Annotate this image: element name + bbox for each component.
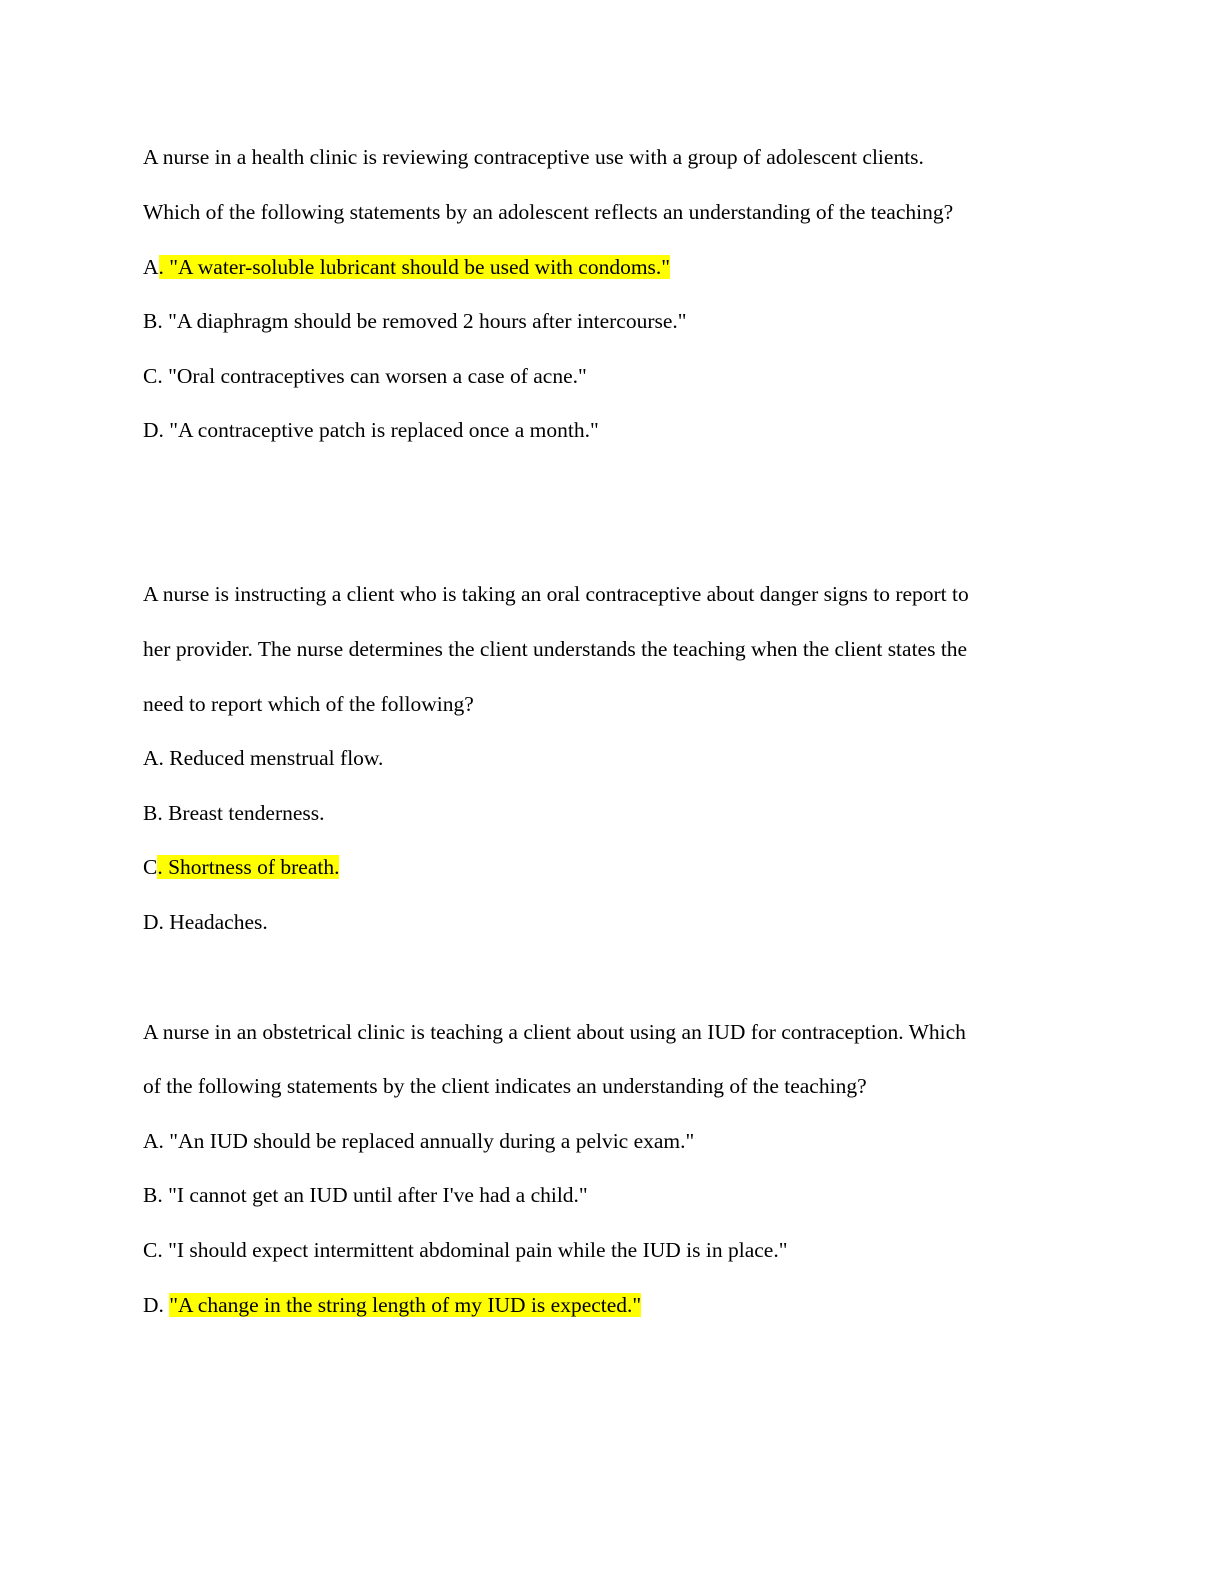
question-2-option-b [143, 799, 325, 827]
question-2-option-c [143, 853, 339, 881]
option-text: . "I should expect intermittent abdominal pain while the IUD is in place." [157, 1238, 788, 1262]
option-text: . Reduced menstrual flow. [158, 746, 384, 770]
question-3-option-a [143, 1127, 694, 1155]
option-text: . "A contraceptive patch is replaced once a month." [158, 418, 599, 442]
question-1-option-a [143, 253, 670, 281]
option-letter: A [143, 1129, 159, 1153]
question-2-stem-line-3: need to report which of the following? [143, 692, 474, 716]
question-1-stem-line-2: Which of the following statements by an adolescent reflects an understanding of the teaching? [143, 200, 954, 224]
question-3-option-c [143, 1236, 788, 1264]
question-2-option-d [143, 908, 268, 936]
question-3-option-d [143, 1291, 641, 1319]
question-1-option-b [143, 307, 687, 335]
question-2-stem-line-1: A nurse is instructing a client who is taking an oral contraceptive about danger signs to report to [143, 582, 969, 606]
question-1-stem-line-1: A nurse in a health clinic is reviewing contraceptive use with a group of adolescent clients. [143, 145, 924, 169]
question-2-option-a [143, 744, 383, 772]
option-letter: B [143, 1183, 158, 1207]
option-letter: B [143, 309, 158, 333]
option-letter: C [143, 855, 158, 879]
option-letter: C [143, 1238, 158, 1262]
option-text: . "A diaphragm should be removed 2 hours after intercourse." [157, 309, 687, 333]
option-separator: . [158, 1293, 170, 1317]
option-letter: B [143, 801, 158, 825]
option-letter: A [143, 255, 159, 279]
highlighted-answer: . Shortness of breath. [157, 855, 340, 879]
highlighted-answer: . "A water-soluble lubricant should be used with condoms." [158, 255, 671, 279]
option-text: . Breast tenderness. [157, 801, 325, 825]
question-3-stem-line-2: of the following statements by the client indicates an understanding of the teaching? [143, 1074, 867, 1098]
question-3-option-b [143, 1181, 588, 1209]
option-text: . "An IUD should be replaced annually during a pelvic exam." [158, 1129, 695, 1153]
option-letter: A [143, 746, 159, 770]
option-text: . "I cannot get an IUD until after I've had a child." [157, 1183, 588, 1207]
question-3-stem-line-1: A nurse in an obstetrical clinic is teaching a client about using an IUD for contraception. Which [143, 1020, 966, 1044]
option-letter: D [143, 910, 159, 934]
highlighted-answer: "A change in the string length of my IUD is expected." [169, 1293, 642, 1317]
option-text: . Headaches. [158, 910, 268, 934]
question-2-stem-line-2: her provider. The nurse determines the client understands the teaching when the client states the [143, 637, 968, 661]
question-1-option-c [143, 362, 587, 390]
question-1-option-d [143, 416, 599, 444]
option-letter: C [143, 364, 158, 388]
option-letter: D [143, 1293, 159, 1317]
option-text: . "Oral contraceptives can worsen a case of acne." [157, 364, 587, 388]
option-letter: D [143, 418, 159, 442]
